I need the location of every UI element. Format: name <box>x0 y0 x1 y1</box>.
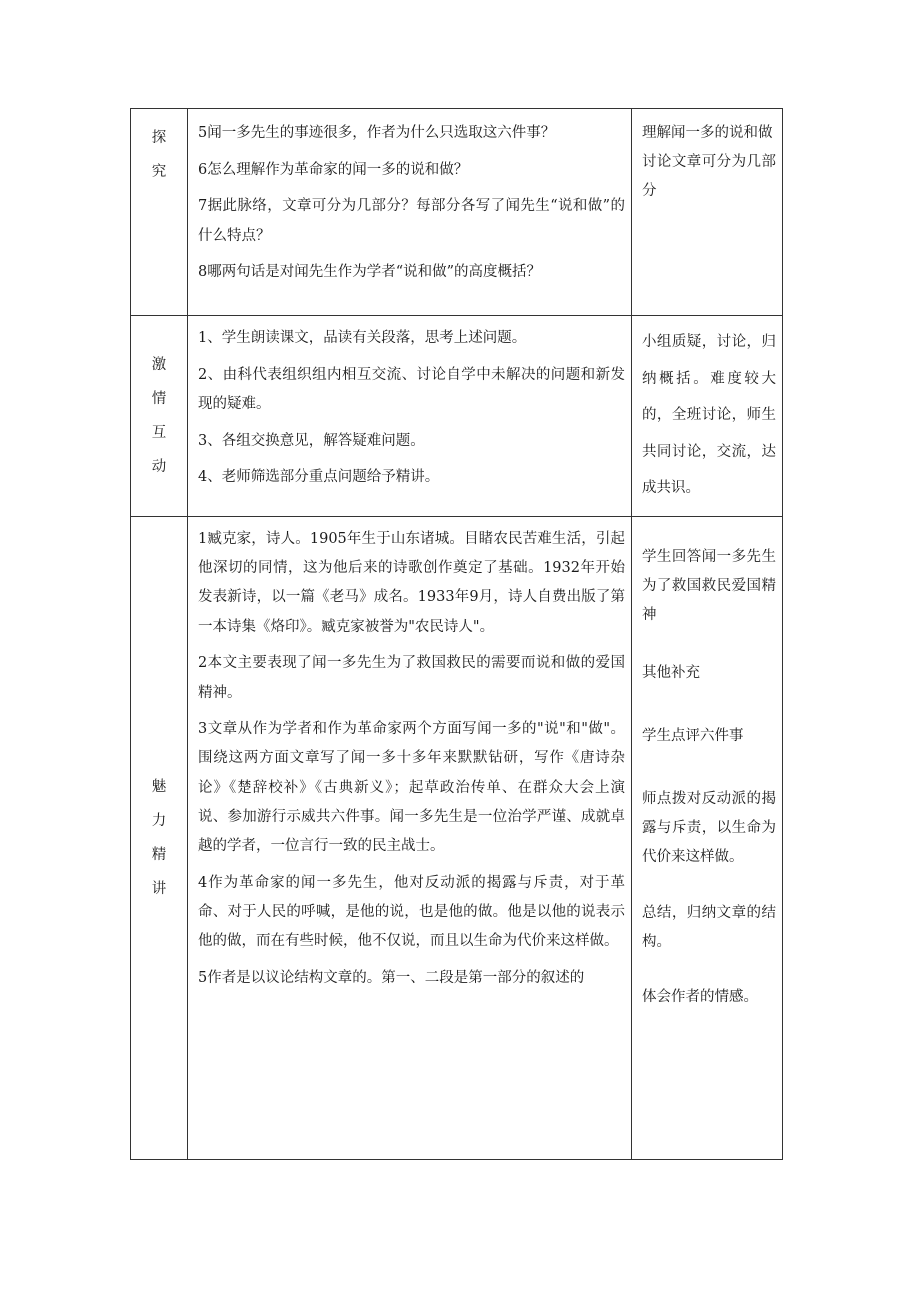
lecture-point-2: 2本文主要表现了闻一多先生为了救国救民的需要而说和做的爱国精神。 <box>198 655 625 701</box>
lecture-point-3: 3文章从作为学者和作为革命家两个方面写闻一多的"说"和"做"。围绕这两方面文章写了闻一多十多年来默默钻研，写作《唐诗杂论》《楚辞校补》《古典新义》；起草政治传单、在群众大会上演说、参加游行示威共六件事。闻一多先生是一位治学严谨、成就卓越的学者，一位言行一致的民主战士。 <box>198 721 625 855</box>
activity-item: 3、各组交换意见，解答疑难问题。 <box>198 432 425 449</box>
content-cell-explore <box>188 109 632 316</box>
activity-item: 2、由科代表组织组内相互交流、讨论自学中未解决的问题和新发现的疑难。 <box>198 366 625 412</box>
stage-char: 精 <box>151 847 167 863</box>
stage-char: 激 <box>151 357 167 373</box>
note-text: 理解闻一多的说和做 <box>642 125 773 141</box>
notes-cell-explore <box>632 109 783 316</box>
note-text: 学生点评六件事 <box>642 727 744 744</box>
stage-char: 互 <box>151 425 167 441</box>
question-7: 7据此脉络，文章可分为几部分？每部分各写了闻先生“说和做”的什么特点？ <box>198 198 625 244</box>
note-text: 小组质疑，讨论，归纳概括。难度较大的，全班讨论，师生共同讨论，交流，达成共识。 <box>642 334 776 496</box>
stage-label-interaction <box>131 316 188 517</box>
question-5: 5闻一多先生的事迹很多，作者为什么只选取这六件事？ <box>198 125 556 141</box>
stage-label-lecture <box>131 517 188 1160</box>
notes-cell-interaction <box>632 316 783 517</box>
stage-char: 究 <box>151 164 167 180</box>
stage-char: 探 <box>151 130 167 146</box>
lesson-plan-table <box>130 108 783 1160</box>
stage-char: 魅 <box>151 779 167 795</box>
content-cell-interaction <box>188 316 632 517</box>
stage-label-explore <box>131 109 188 316</box>
activity-item: 4、老师筛选部分重点问题给予精讲。 <box>198 469 440 486</box>
note-text: 其他补充 <box>642 664 700 681</box>
note-text: 体会作者的情感。 <box>642 989 758 1006</box>
note-text: 讨论文章可分为几部分 <box>642 154 776 200</box>
stage-char: 情 <box>151 391 167 407</box>
stage-char: 讲 <box>151 881 167 897</box>
note-text: 师点拨对反动派的揭露与斥责，以生命为代价来这样做。 <box>642 791 776 866</box>
activity-item: 1、学生朗读课文，品读有关段落，思考上述问题。 <box>198 330 527 346</box>
stage-char: 力 <box>151 813 167 829</box>
note-text: 学生回答闻一多先生为了救国救民爱国精神 <box>642 549 776 624</box>
stage-char: 动 <box>151 459 167 475</box>
lecture-point-5: 5作者是以议论结构文章的。第一、二段是第一部分的叙述的 <box>198 969 585 986</box>
question-8: 8哪两句话是对闻先生作为学者“说和做”的高度概括？ <box>198 264 542 281</box>
lecture-point-1: 1臧克家，诗人。1905年生于山东诸城。目睹农民苦难生活，引起他深切的同情，这为他后来的诗歌创作奠定了基础。1932年开始发表新诗，以一篇《老马》成名。1933年9月，诗人自费出版了第一本诗集《烙印》。臧克家被誉为"农民诗人"。 <box>198 531 625 635</box>
table-row-explore <box>131 109 783 316</box>
lecture-point-4: 4作为革命家的闻一多先生，他对反动派的揭露与斥责，对于革命、对于人民的呼喊，是他的说，也是他的做。他是以他的说表示他的做，而在有些时候，他不仅说，而且以生命为代价来这样做。 <box>198 874 625 950</box>
table-row-interaction <box>131 316 783 517</box>
table-row-lecture <box>131 517 783 1160</box>
question-6: 6怎么理解作为革命家的闻一多的说和做？ <box>198 161 469 178</box>
notes-cell-lecture <box>632 517 783 1160</box>
note-text: 总结，归纳文章的结构。 <box>642 904 776 950</box>
content-cell-lecture <box>188 517 632 1160</box>
